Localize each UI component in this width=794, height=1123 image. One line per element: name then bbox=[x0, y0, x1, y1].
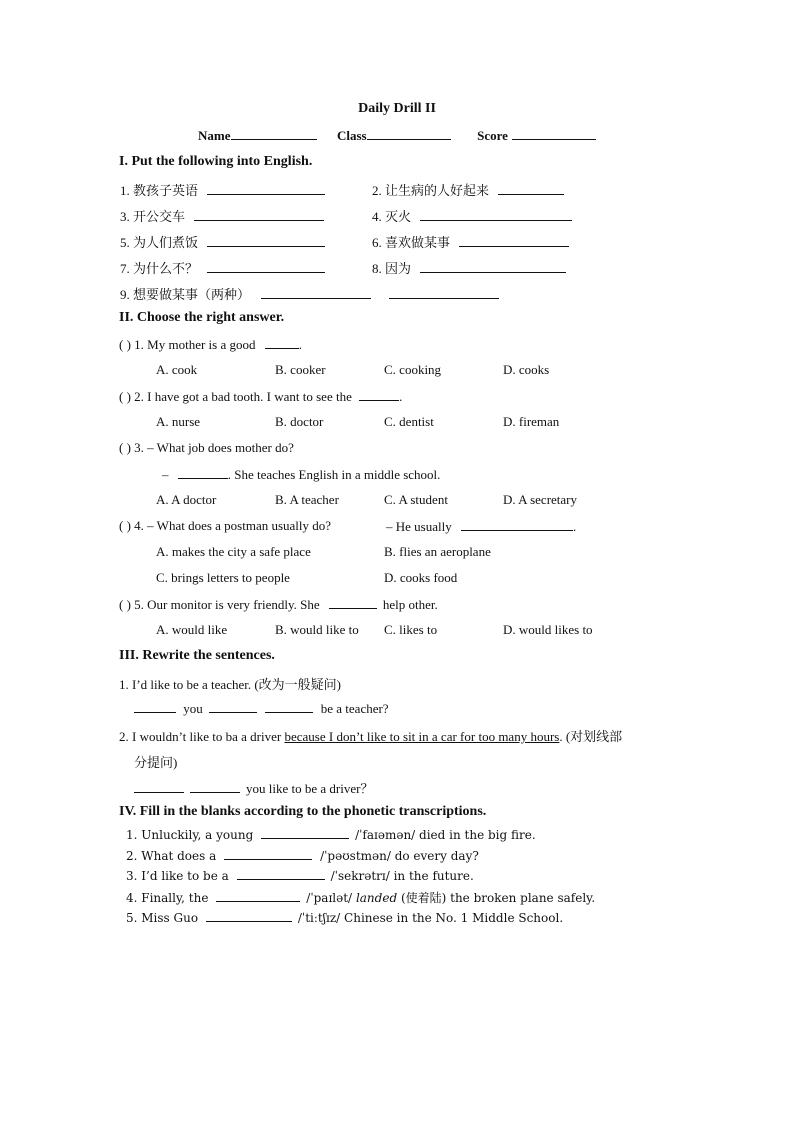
q4-option-d: D. cooks food bbox=[384, 570, 458, 585]
sec4-line-2: 2. What does a /ˈpəʊstmən/ do every day? bbox=[126, 849, 479, 863]
name-label: Name bbox=[198, 128, 231, 143]
score-blank[interactable] bbox=[512, 127, 596, 140]
answer-blank[interactable] bbox=[265, 700, 313, 713]
answer-blank[interactable] bbox=[261, 827, 349, 839]
sec1-item-4: 4. 灭火 bbox=[372, 206, 572, 225]
page-title: Daily Drill II bbox=[358, 101, 436, 116]
sec3-sentence-2: 2. I wouldn’t like to ba a driver because I don’t like to sit in a car for too many hours. (对划线部 bbox=[119, 729, 623, 744]
sec2-q2: ( ) 2. I have got a bad tooth. I want to see the . bbox=[119, 389, 403, 404]
score-label: Score bbox=[477, 128, 508, 143]
class-blank[interactable] bbox=[367, 127, 451, 140]
sec1-item-5: 5. 为人们煮饭 bbox=[120, 232, 325, 251]
sec4-line-4: 4. Finally, the /ˈpaɪlət/ landed (使着陆) the broken plane safely. bbox=[126, 891, 596, 905]
answer-blank[interactable] bbox=[207, 260, 325, 273]
q4-option-b: B. flies an aeroplane bbox=[384, 544, 491, 559]
student-info-row bbox=[198, 127, 596, 144]
answer-blank[interactable] bbox=[329, 596, 377, 609]
sec1-item-8: 8. 因为 bbox=[372, 258, 566, 277]
sec2-q5: ( ) 5. Our monitor is very friendly. She help other. bbox=[119, 597, 438, 612]
answer-blank[interactable] bbox=[209, 700, 257, 713]
q3-option-d: D. A secretary bbox=[503, 492, 578, 507]
sec4-line-5: 5. Miss Guo /ˈtiːtʃɪz/ Chinese in the No. 1 Middle School. bbox=[126, 911, 564, 925]
q3-reply: – . She teaches English in a middle school. bbox=[162, 467, 441, 482]
sec2-q1: ( ) 1. My mother is a good . bbox=[119, 337, 302, 352]
answer-blank[interactable] bbox=[207, 182, 325, 195]
answer-blank[interactable] bbox=[265, 336, 299, 349]
q4-reply: – He usually . bbox=[386, 519, 577, 534]
q1-option-b: B. cooker bbox=[275, 362, 326, 377]
answer-blank[interactable] bbox=[216, 890, 300, 902]
section-4-heading: IV. Fill in the blanks according to the phonetic transcriptions. bbox=[119, 804, 487, 819]
sec4-line-1: 1. Unluckily, a young /ˈfaɪəmən/ died in the big fire. bbox=[126, 828, 536, 842]
answer-blank[interactable] bbox=[194, 208, 324, 221]
sec2-q3: ( ) 3. – What job does mother do? bbox=[119, 440, 294, 455]
answer-blank[interactable] bbox=[420, 208, 572, 221]
answer-blank[interactable] bbox=[461, 518, 573, 531]
sec1-item-1: 1. 教孩子英语 bbox=[120, 180, 325, 199]
sec1-item-7: 7. 为什么不？ bbox=[120, 258, 325, 277]
answer-blank[interactable] bbox=[224, 848, 312, 860]
answer-blank[interactable] bbox=[459, 234, 569, 247]
q5-option-b: B. would like to bbox=[275, 622, 359, 637]
q1-option-a: A. cook bbox=[156, 362, 198, 377]
sec2-q4: ( ) 4. – What does a postman usually do? bbox=[119, 518, 332, 533]
answer-blank[interactable] bbox=[261, 286, 371, 299]
name-blank[interactable] bbox=[231, 127, 317, 140]
q2-option-b: B. doctor bbox=[275, 414, 324, 429]
section-1-heading: I. Put the following into English. bbox=[119, 154, 313, 169]
answer-blank[interactable] bbox=[178, 466, 228, 479]
sec4-line-3: 3. I’d like to be a /ˈsekrətrɪ/ in the future. bbox=[126, 869, 474, 883]
q1-option-d: D. cooks bbox=[503, 362, 550, 377]
q5-option-a: A. would like bbox=[156, 622, 228, 637]
q3-option-c: C. A student bbox=[384, 492, 448, 507]
sec3-answer-1: you be a teacher? bbox=[134, 700, 389, 717]
answer-blank[interactable] bbox=[134, 780, 184, 793]
q2-option-a: A. nurse bbox=[156, 414, 201, 429]
q2-option-d: D. fireman bbox=[503, 414, 560, 429]
sec1-item-6: 6. 喜欢做某事 bbox=[372, 232, 569, 251]
answer-blank[interactable] bbox=[237, 868, 325, 880]
class-label: Class bbox=[337, 128, 367, 143]
q4-option-a: A. makes the city a safe place bbox=[156, 544, 311, 559]
answer-blank[interactable] bbox=[190, 780, 240, 793]
sec3-answer-2: you like to be a driver？ bbox=[134, 778, 373, 797]
answer-blank[interactable] bbox=[206, 910, 292, 922]
sec3-sentence-2-cont: 分提问) bbox=[134, 755, 178, 770]
sec3-sentence-1: 1. I’d like to be a teacher. (改为一般疑问) bbox=[119, 677, 342, 692]
q1-option-c: C. cooking bbox=[384, 362, 442, 377]
answer-blank[interactable] bbox=[420, 260, 566, 273]
q4-option-c: C. brings letters to people bbox=[156, 570, 290, 585]
sec1-item-2: 2. 让生病的人好起来 bbox=[372, 180, 564, 199]
answer-blank[interactable] bbox=[359, 388, 399, 401]
q3-option-a: A. A doctor bbox=[156, 492, 217, 507]
answer-blank[interactable] bbox=[498, 182, 564, 195]
q5-option-d: D. would likes to bbox=[503, 622, 593, 637]
sec1-item-9: 9. 想要做某事（两种） bbox=[120, 284, 499, 303]
answer-blank[interactable] bbox=[207, 234, 325, 247]
section-3-heading: III. Rewrite the sentences. bbox=[119, 648, 275, 663]
underlined-part: because I don’t like to sit in a car for too many hours bbox=[284, 729, 560, 744]
q3-option-b: B. A teacher bbox=[275, 492, 339, 507]
sec1-item-3: 3. 开公交车 bbox=[120, 206, 324, 225]
answer-blank[interactable] bbox=[389, 286, 499, 299]
section-2-heading: II. Choose the right answer. bbox=[119, 310, 285, 325]
q2-option-c: C. dentist bbox=[384, 414, 434, 429]
answer-blank[interactable] bbox=[134, 700, 176, 713]
q5-option-c: C. likes to bbox=[384, 622, 438, 637]
